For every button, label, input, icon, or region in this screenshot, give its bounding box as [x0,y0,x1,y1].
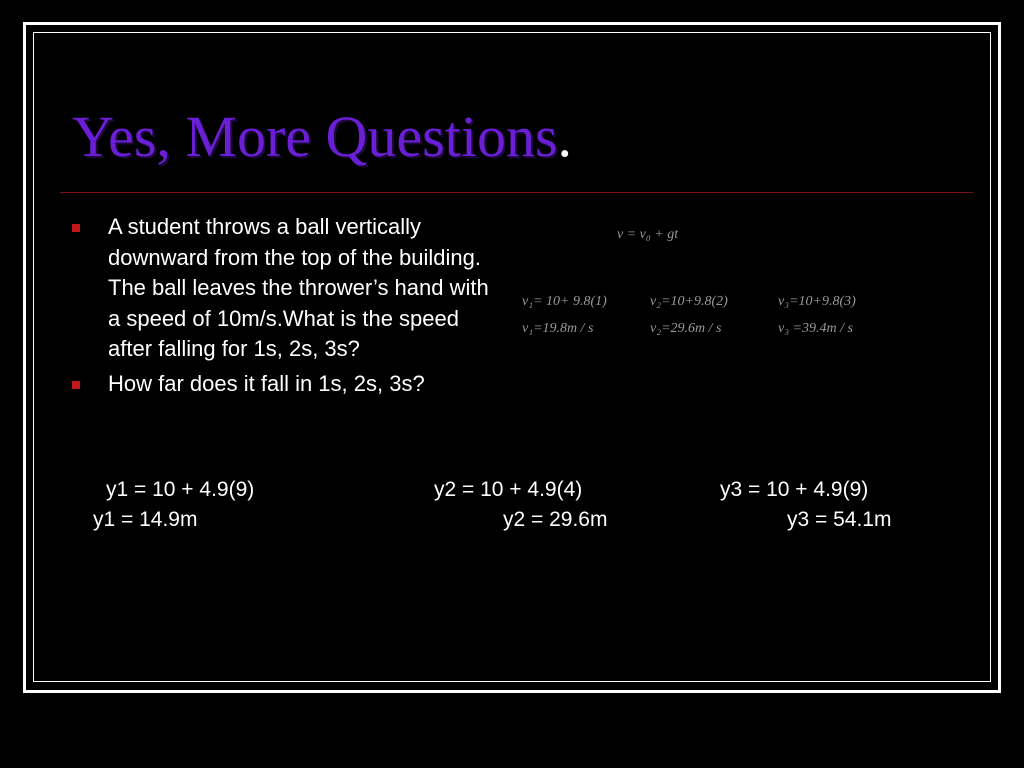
formula-v3-setup: v₃=10+9.8(3) [778,294,856,309]
calc-y1-setup: y1 = 10 + 4.9(9) [106,478,255,501]
slide-title [72,104,573,169]
formula-v1-setup: v₁= 10+ 9.8(1) [522,294,607,309]
slide-title-text: Yes, More Questions [72,104,558,169]
formula-v2-result: v₂=29.6m / s [650,321,722,336]
formula-velocity-general: v = v₀ + gt [617,227,679,242]
calc-y3-result: y3 = 54.1m [787,508,892,531]
formula-v2-setup: v₂=10+9.8(2) [650,294,728,309]
bullet-text: A student throws a ball vertically downward from the top of the building. The ball leaves the thrower’s hand with a speed of 10m/s.What is the speed after falling for 1s, 2s, 3s? [108,214,489,361]
slide-title-period: . [557,104,573,169]
formula-v1-result: v₁=19.8m / s [522,321,594,336]
calc-y2-result: y2 = 29.6m [503,508,608,531]
bullet-list [70,212,490,403]
square-bullet-icon [72,381,80,389]
bullet-item [70,212,490,365]
square-bullet-icon [72,224,80,232]
bullet-item [70,369,490,400]
bullet-text: How far does it fall in 1s, 2s, 3s? [108,370,425,396]
title-divider [60,192,973,193]
formula-v3-result: v₃ =39.4m / s [778,321,853,336]
calc-y2-setup: y2 = 10 + 4.9(4) [434,478,583,501]
calc-y3-setup: y3 = 10 + 4.9(9) [720,478,869,501]
calc-y1-result: y1 = 14.9m [93,508,198,531]
